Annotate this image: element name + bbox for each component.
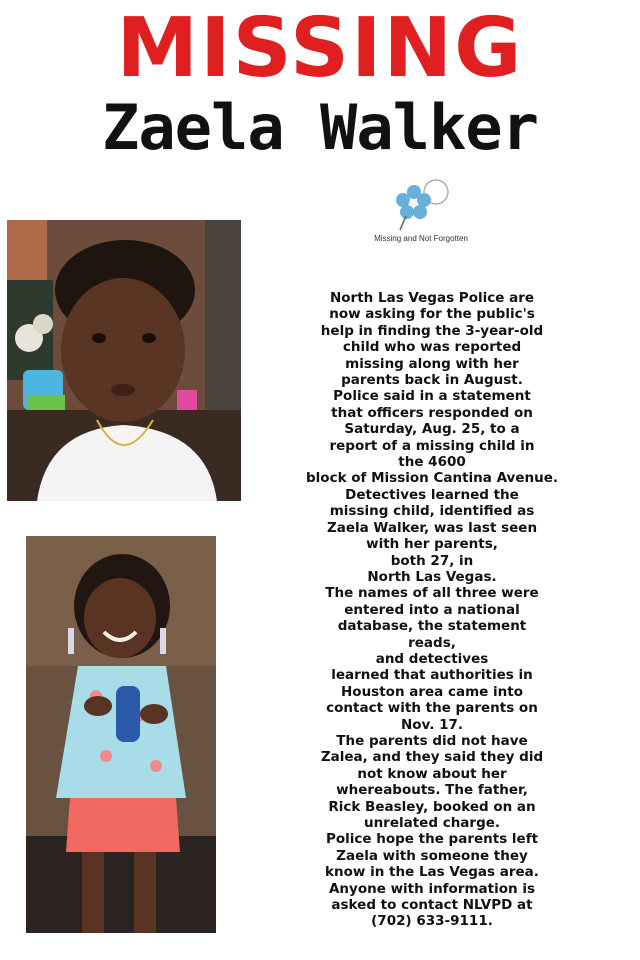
story-line: entered into a national [344, 601, 520, 618]
story-line: now asking for the public's [329, 306, 535, 323]
story-line: (702) 633-9111. [371, 913, 493, 930]
story-line: know in the Las Vegas area. [325, 864, 539, 881]
story-line: The names of all three were [325, 585, 539, 602]
story-line: asked to contact NLVPD at [331, 897, 533, 914]
story-line: North Las Vegas Police are [329, 290, 535, 306]
story-line: whereabouts. The father, [336, 782, 528, 799]
story-line: learned that authorities in [331, 667, 533, 684]
missing-person-story [262, 290, 602, 930]
story-line: The parents did not have [336, 732, 528, 749]
story-line: database, the statement [337, 618, 527, 635]
story-line: help in finding the 3-year-old [320, 322, 544, 339]
story-line: Police hope the parents left [325, 831, 539, 848]
story-line: report of a missing child in [329, 437, 535, 454]
story-line: Zalea, and they said they did [320, 749, 544, 766]
story-line: Saturday, Aug. 25, to a [344, 421, 520, 438]
child-photo-standing [26, 536, 216, 933]
story-line: unrelated charge. [363, 815, 501, 831]
missing-heading: MISSING [116, 1, 524, 96]
story-line: child who was reported [342, 339, 522, 356]
story-line: missing child, identified as [329, 503, 535, 520]
organization-logo [356, 178, 486, 248]
story-line: North Las Vegas. [367, 568, 497, 585]
story-line: that officers responded on [331, 404, 533, 421]
story-line: block of Mission Cantina Avenue. [306, 470, 558, 487]
story-line: reads, [408, 634, 456, 651]
story-line: Zaela Walker, was last seen [326, 519, 538, 536]
story-line: Detectives learned the [345, 486, 519, 503]
story-line: Zaela with someone they [336, 847, 528, 864]
story-line: Houston area came into [341, 683, 523, 700]
forget-me-not-icon [392, 178, 450, 232]
story-line: parents back in August. [341, 372, 523, 389]
story-line: missing along with her [345, 355, 519, 372]
story-line: contact with the parents on [326, 700, 538, 717]
story-line: and detectives [375, 650, 489, 667]
story-line: with her parents, [366, 536, 498, 553]
missing-person-name: Zaela Walker [102, 91, 538, 164]
child-photo-portrait [7, 220, 241, 501]
logo-caption: Missing and Not Forgotten [374, 234, 468, 243]
story-line: Police said in a statement [333, 388, 531, 405]
story-line: the 4600 [398, 454, 466, 471]
story-line: not know about her [357, 765, 507, 782]
story-line: Nov. 17. [400, 716, 463, 733]
story-line: Rick Beasley, booked on an [328, 798, 536, 815]
story-line: both 27, in [390, 552, 474, 569]
story-line: Anyone with information is [328, 880, 535, 897]
